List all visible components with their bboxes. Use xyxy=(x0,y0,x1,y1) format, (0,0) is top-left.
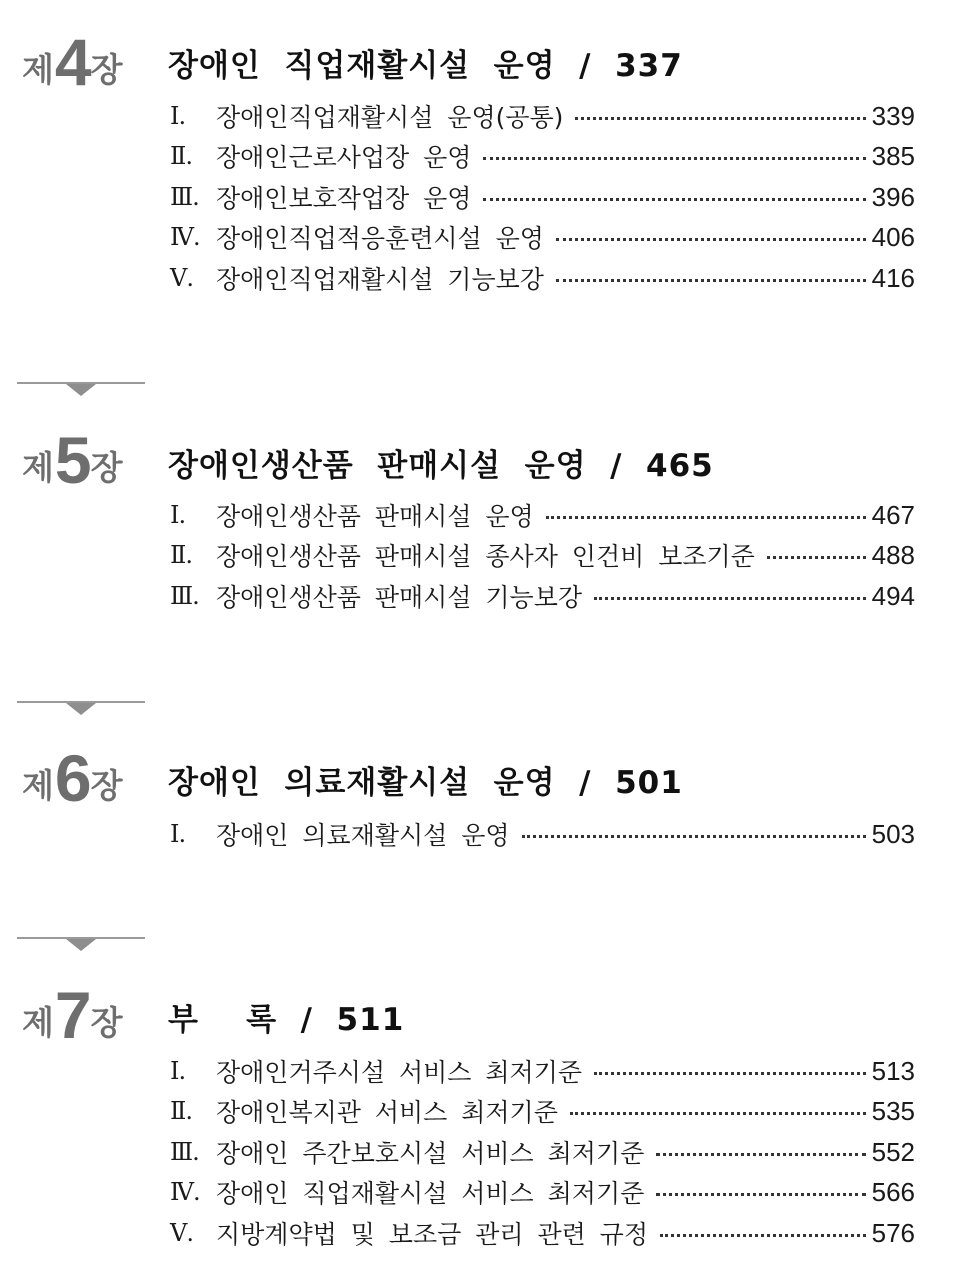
entry-title: 장애인복지관 서비스 최저기준 xyxy=(216,1098,558,1127)
entry-page: 396 xyxy=(871,181,915,212)
entry-page: 552 xyxy=(871,1136,915,1167)
chapter-number: 4 xyxy=(54,25,90,99)
entry-page: 406 xyxy=(871,221,915,252)
chapter-suffix: 장 xyxy=(90,448,123,487)
dot-leader xyxy=(594,597,866,600)
entry-title: 장애인생산품 판매시설 운영 xyxy=(216,502,534,531)
entry-roman: Ⅰ. xyxy=(170,102,186,130)
entry-title: 장애인직업재활시설 운영(공통) xyxy=(216,103,564,132)
entry-title: 장애인 주간보호시설 서비스 최저기준 xyxy=(216,1139,645,1168)
toc-entry[interactable] xyxy=(170,497,915,533)
dot-leader xyxy=(483,198,865,201)
dot-leader xyxy=(483,157,865,160)
chapter-6-title: 장애인 의료재활시설 운영 / 501 xyxy=(168,765,683,801)
entry-title: 장애인근로사업장 운영 xyxy=(216,143,472,172)
toc-entry[interactable] xyxy=(170,537,915,573)
chapter-4-label xyxy=(22,20,123,99)
entry-roman: Ⅰ. xyxy=(170,1057,186,1085)
dot-leader xyxy=(546,516,866,519)
entry-title: 장애인생산품 판매시설 기능보강 xyxy=(216,583,582,612)
entry-roman: Ⅴ. xyxy=(170,1219,193,1247)
toc-entry[interactable] xyxy=(170,1174,915,1210)
entry-page: 576 xyxy=(871,1217,915,1248)
entry-page: 416 xyxy=(871,262,915,293)
chapter-suffix: 장 xyxy=(90,766,123,805)
entry-page: 385 xyxy=(871,140,915,171)
chapter-7-label xyxy=(22,973,123,1052)
toc-entry[interactable] xyxy=(170,98,915,134)
chapter-prefix: 제 xyxy=(22,1003,54,1042)
entry-page: 488 xyxy=(871,539,915,570)
entry-roman: Ⅴ. xyxy=(170,264,193,292)
toc-entry[interactable] xyxy=(170,219,915,255)
entry-title: 장애인 직업재활시설 서비스 최저기준 xyxy=(216,1179,645,1208)
divider-arrow-icon xyxy=(66,384,96,396)
dot-leader xyxy=(594,1072,866,1075)
entry-roman: Ⅲ. xyxy=(170,582,199,610)
dot-leader xyxy=(660,1234,866,1237)
entry-page: 339 xyxy=(871,100,915,131)
toc-entry[interactable] xyxy=(170,260,915,296)
entry-title: 장애인 의료재활시설 운영 xyxy=(216,821,510,850)
entry-roman: Ⅳ. xyxy=(170,223,200,251)
entry-title: 장애인보호작업장 운영 xyxy=(216,184,472,213)
toc-entry[interactable] xyxy=(170,1053,915,1089)
chapter-6-label xyxy=(22,736,123,815)
entry-title: 장애인거주시설 서비스 최저기준 xyxy=(216,1058,582,1087)
chapter-7-title: 부 록 / 511 xyxy=(168,1002,405,1038)
chapter-number: 7 xyxy=(54,978,90,1052)
entry-roman: Ⅱ. xyxy=(170,1097,192,1125)
chapter-number: 5 xyxy=(54,423,90,497)
entry-roman: Ⅲ. xyxy=(170,1138,199,1166)
entry-page: 467 xyxy=(871,499,915,530)
dot-leader xyxy=(575,117,865,120)
chapter-suffix: 장 xyxy=(90,1003,123,1042)
entry-title: 지방계약법 및 보조금 관리 관련 규정 xyxy=(216,1220,648,1249)
entry-roman: Ⅱ. xyxy=(170,142,192,170)
toc-entry[interactable] xyxy=(170,578,915,614)
toc-entry[interactable] xyxy=(170,179,915,215)
entry-title: 장애인직업재활시설 기능보강 xyxy=(216,265,544,294)
dot-leader xyxy=(767,556,866,559)
dot-leader xyxy=(656,1153,865,1156)
toc-entry[interactable] xyxy=(170,1134,915,1170)
entry-roman: Ⅰ. xyxy=(170,820,186,848)
entry-page: 494 xyxy=(871,580,915,611)
entry-roman: Ⅳ. xyxy=(170,1178,200,1206)
chapter-prefix: 제 xyxy=(22,766,54,805)
entry-page: 503 xyxy=(871,818,915,849)
toc-entry[interactable] xyxy=(170,816,915,852)
entry-title: 장애인직업적응훈련시설 운영 xyxy=(216,224,544,253)
entry-page: 535 xyxy=(871,1095,915,1126)
chapter-prefix: 제 xyxy=(22,50,54,89)
toc-entry[interactable] xyxy=(170,1093,915,1129)
dot-leader xyxy=(556,238,866,241)
chapter-suffix: 장 xyxy=(90,50,123,89)
dot-leader xyxy=(556,279,866,282)
chapter-4-title: 장애인 직업재활시설 운영 / 337 xyxy=(168,48,683,84)
chapter-5-label xyxy=(22,418,123,497)
toc-entry[interactable] xyxy=(170,138,915,174)
entry-page: 513 xyxy=(871,1055,915,1086)
entry-page: 566 xyxy=(871,1176,915,1207)
dot-leader xyxy=(522,835,866,838)
divider-arrow-icon xyxy=(66,703,96,715)
divider-arrow-icon xyxy=(66,939,96,951)
entry-title: 장애인생산품 판매시설 종사자 인건비 보조기준 xyxy=(216,542,755,571)
chapter-number: 6 xyxy=(54,741,90,815)
entry-roman: Ⅱ. xyxy=(170,541,192,569)
entry-roman: Ⅲ. xyxy=(170,183,199,211)
dot-leader xyxy=(656,1193,865,1196)
toc-entry[interactable] xyxy=(170,1215,915,1251)
dot-leader xyxy=(570,1112,866,1115)
chapter-5-title: 장애인생산품 판매시설 운영 / 465 xyxy=(168,448,714,484)
chapter-prefix: 제 xyxy=(22,448,54,487)
entry-roman: Ⅰ. xyxy=(170,501,186,529)
